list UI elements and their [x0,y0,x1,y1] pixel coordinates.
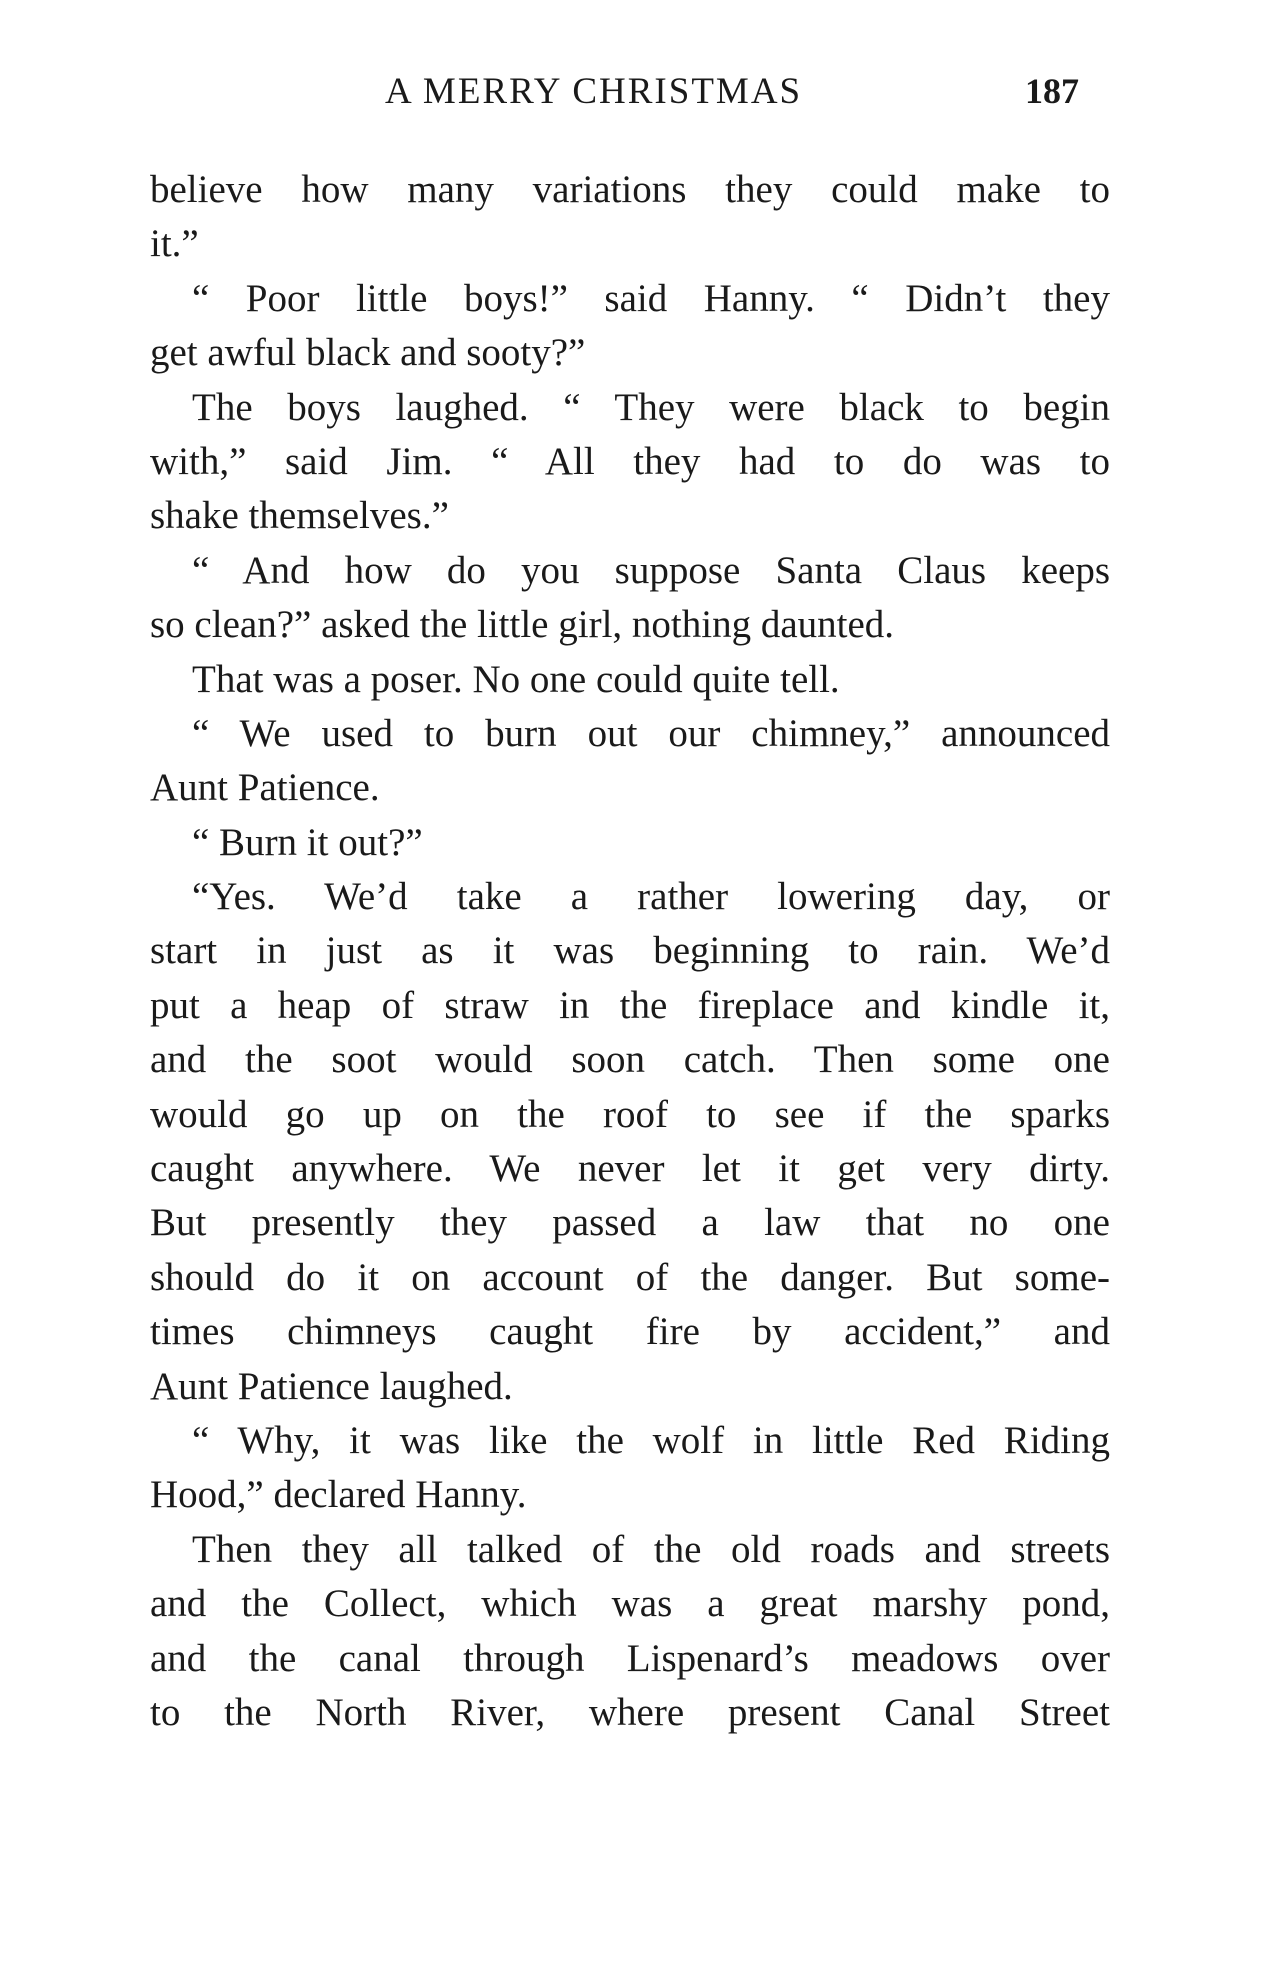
page-number: 187 [1025,71,1079,111]
running-head-title: A MERRY CHRISTMAS [385,71,803,112]
text-line: times chimneys caught fire by accident,” and [150,1310,1110,1354]
text-line: and the Collect, which was a great marshy pond, [150,1582,1110,1626]
text-line: “ Poor little boys!” said Hanny. “ Didn’t they [192,276,1110,320]
text-line: start in just as it was beginning to rain. We’d [150,929,1110,973]
text-line: put a heap of straw in the fireplace and kindle it, [150,983,1110,1027]
text-line: Hood,” declared Hanny. [150,1473,527,1517]
text-line: But presently they passed a law that no one [150,1201,1110,1245]
text-line: believe how many variations they could make to [150,168,1110,211]
text-line: and the soot would soon catch. Then some one [150,1038,1110,1082]
text-line: “ We used to burn out our chimney,” announced [192,711,1110,755]
text-line: get awful black and sooty?” [150,331,586,375]
text-line: should do it on account of the danger. But some- [150,1255,1110,1299]
text-line: with,” said Jim. “ All they had to do was to [150,439,1110,483]
text-line: Aunt Patience laughed. [150,1364,513,1408]
text-line: “ Burn it out?” [192,820,423,864]
text-line: caught anywhere. We never let it get very dirty. [150,1147,1110,1191]
text-line: That was a poser. No one could quite tell. [192,657,840,701]
text-line: and the canal through Lispenard’s meadows over [150,1636,1110,1680]
text-line: “ And how do you suppose Santa Claus keeps [192,548,1110,592]
text-line: The boys laughed. “ They were black to begin [192,385,1110,429]
text-line: would go up on the roof to see if the sparks [150,1092,1110,1136]
text-line: to the North River, where present Canal Street [150,1690,1110,1734]
text-line: “Yes. We’d take a rather lowering day, or [192,875,1110,919]
text-line: Then they all talked of the old roads and streets [192,1527,1110,1571]
text-line: Aunt Patience. [150,766,380,810]
text-line: it.” [150,222,199,266]
text-line: shake themselves.” [150,494,449,538]
running-head [0,70,1261,120]
text-line: “ Why, it was like the wolf in little Red Riding [192,1418,1110,1462]
text-line: so clean?” asked the little girl, nothing daunted. [150,603,895,647]
body-text [150,163,1110,1740]
